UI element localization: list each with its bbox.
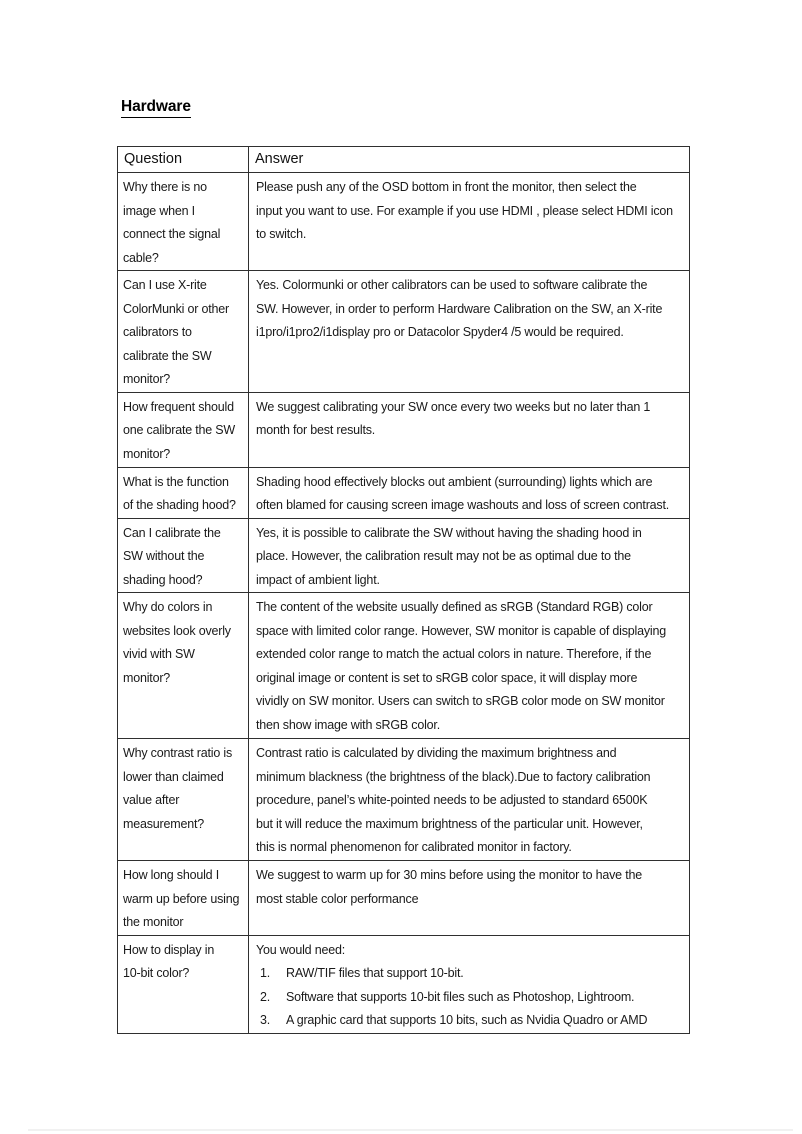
table-row	[118, 861, 690, 936]
answer-cell	[249, 467, 690, 518]
table-row	[118, 173, 690, 271]
answer-line: extended color range to match the actual colors in nature. Therefore, if the	[256, 647, 652, 661]
question-line: What is the function	[123, 474, 229, 489]
answer-cell	[249, 173, 690, 271]
table-header-row	[118, 147, 690, 173]
answer-list-item	[256, 1009, 687, 1033]
question-cell	[118, 173, 249, 271]
answer-line: We suggest calibrating your SW once every two weeks but no later than 1	[256, 399, 651, 414]
answer-cell	[249, 392, 690, 467]
question-line: shading hood?	[123, 572, 203, 587]
answer-line: impact of ambient light.	[256, 572, 380, 587]
question-line: 10-bit color?	[123, 966, 190, 980]
answer-list-item	[256, 986, 687, 1010]
header-answer-cell: Answer	[249, 147, 690, 173]
question-line: value after	[123, 793, 180, 807]
question-line: vivid with SW	[123, 647, 195, 661]
answer-line: often blamed for causing screen image washouts and loss of screen contrast.	[256, 498, 670, 512]
question-line: monitor?	[123, 670, 171, 685]
answer-cell	[249, 861, 690, 936]
table-row	[118, 392, 690, 467]
list-item-text: RAW/TIF files that support 10-bit.	[286, 966, 464, 980]
question-cell	[118, 518, 249, 593]
answer-line: month for best results.	[256, 423, 376, 437]
question-line: websites look overly	[123, 623, 231, 638]
page-title: Hardware	[121, 98, 191, 118]
question-line: How long should I	[123, 868, 219, 882]
answer-cell	[249, 593, 690, 739]
answer-line: SW. However, in order to perform Hardware Calibration on the SW, an X-rite	[256, 301, 663, 316]
question-line: ColorMunki or other	[123, 301, 229, 316]
list-item-text: A graphic card that supports 10 bits, such as Nvidia Quadro or AMD	[286, 1013, 648, 1027]
question-cell	[118, 271, 249, 393]
answer-line: space with limited color range. However, SW monitor is capable of displaying	[256, 623, 666, 638]
table-row	[118, 935, 690, 1033]
answer-line: Yes. Colormunki or other calibrators can be used to software calibrate the	[256, 278, 648, 292]
list-item-number: 3.	[260, 1013, 271, 1027]
answer-cell	[249, 271, 690, 393]
answer-line: We suggest to warm up for 30 mins before using the monitor to have the	[256, 868, 642, 882]
question-line: lower than claimed	[123, 769, 224, 784]
question-cell	[118, 935, 249, 1033]
answer-line: The content of the website usually defined as sRGB (Standard RGB) color	[256, 600, 653, 614]
question-cell	[118, 392, 249, 467]
answer-list-item	[256, 962, 687, 986]
answer-line: then show image with sRGB color.	[256, 717, 440, 732]
question-line: connect the signal	[123, 227, 221, 241]
question-line: the monitor	[123, 915, 184, 929]
question-line: monitor?	[123, 446, 171, 461]
question-line: monitor?	[123, 372, 171, 386]
table-row	[118, 467, 690, 518]
question-line: cable?	[123, 250, 159, 265]
answer-line: to switch.	[256, 227, 307, 241]
question-cell	[118, 467, 249, 518]
header-question-cell: Question	[118, 147, 249, 173]
answer-cell	[249, 518, 690, 593]
question-line: Why there is no	[123, 180, 207, 194]
answer-line: input you want to use. For example if you use HDMI , please select HDMI icon	[256, 203, 673, 218]
faq-tbody	[118, 147, 690, 1034]
question-line: SW without the	[123, 549, 205, 563]
table-row	[118, 271, 690, 393]
question-line: How to display in	[123, 942, 215, 957]
question-line: measurement?	[123, 816, 204, 831]
answer-line: this is normal phenomenon for calibrated monitor in factory.	[256, 840, 572, 854]
answer-line: place. However, the calibration result may not be as optimal due to the	[256, 549, 631, 563]
answer-line: vividly on SW monitor. Users can switch to sRGB color mode on SW monitor	[256, 694, 665, 708]
answer-line: i1pro/i1pro2/i1display pro or Datacolor Spyder4 /5 would be required.	[256, 325, 624, 339]
answer-line: Shading hood effectively blocks out ambient (surrounding) lights which are	[256, 474, 653, 489]
answer-line: Contrast ratio is calculated by dividing the maximum brightness and	[256, 746, 617, 760]
list-item-text: Software that supports 10-bit files such as Photoshop, Lightroom.	[286, 989, 635, 1004]
table-row	[118, 593, 690, 739]
question-cell	[118, 861, 249, 936]
page-break-line	[28, 1129, 793, 1131]
faq-table	[117, 146, 690, 1034]
question-cell	[118, 739, 249, 861]
answer-cell	[249, 739, 690, 861]
question-line: How frequent should	[123, 399, 234, 414]
answer-line: most stable color performance	[256, 891, 419, 906]
question-line: calibrate the SW	[123, 348, 212, 363]
answer-cell	[249, 935, 690, 1033]
question-line: Why do colors in	[123, 600, 213, 614]
answer-line: original image or content is set to sRGB color space, it will display more	[256, 670, 638, 685]
table-row	[118, 518, 690, 593]
answer-line: procedure, panel’s white-pointed needs to be adjusted to standard 6500K	[256, 793, 648, 807]
question-line: calibrators to	[123, 325, 192, 339]
table-row	[118, 739, 690, 861]
question-line: warm up before using	[123, 891, 240, 906]
question-line: Can I use X-rite	[123, 278, 207, 292]
list-item-number: 2.	[260, 989, 271, 1004]
question-line: one calibrate the SW	[123, 423, 236, 437]
question-line: image when I	[123, 203, 195, 218]
question-line: Can I calibrate the	[123, 525, 221, 540]
answer-line: Please push any of the OSD bottom in front the monitor, then select the	[256, 180, 637, 194]
answer-line: Yes, it is possible to calibrate the SW without having the shading hood in	[256, 525, 642, 540]
question-cell	[118, 593, 249, 739]
answer-line: but it will reduce the maximum brightness of the particular unit. However,	[256, 816, 643, 831]
question-line: Why contrast ratio is	[123, 746, 233, 760]
answer-line: minimum blackness (the brightness of the black).Due to factory calibration	[256, 769, 651, 784]
list-item-number: 1.	[260, 966, 271, 980]
answer-intro: You would need:	[256, 942, 345, 957]
question-line: of the shading hood?	[123, 498, 236, 512]
